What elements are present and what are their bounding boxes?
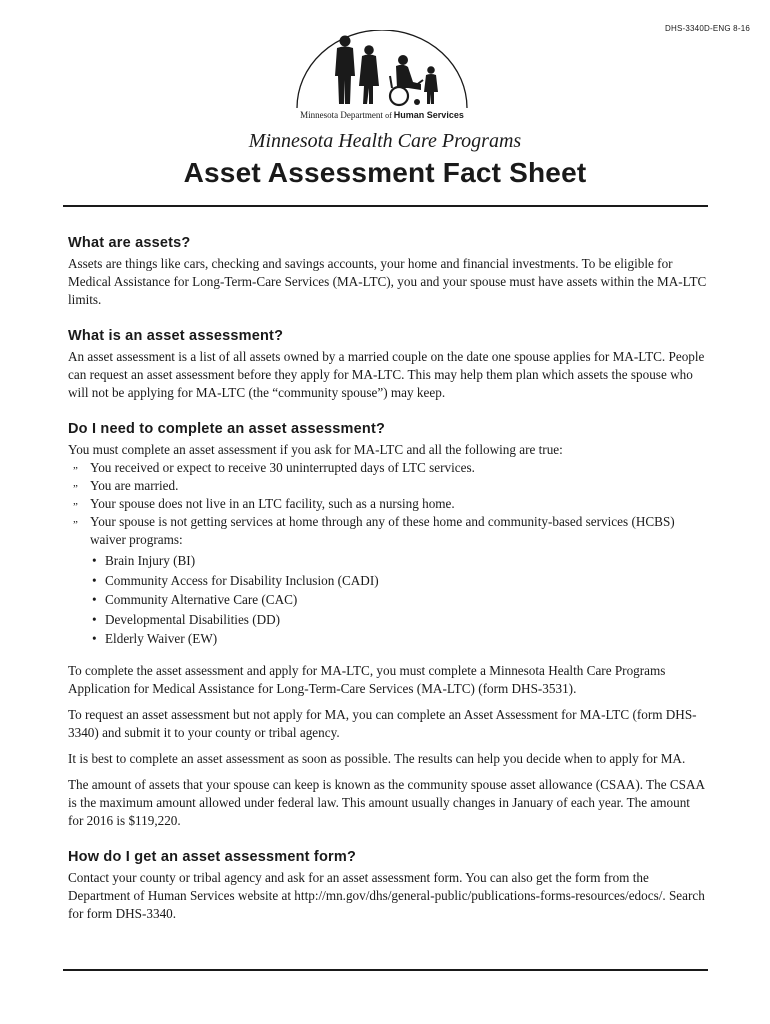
section-heading: Do I need to complete an asset assessment? (68, 421, 386, 437)
section-need-assessment (68, 421, 708, 830)
condition-marker: „ (73, 513, 78, 525)
paragraph-best-time: It is best to complete an asset assessment as soon as possible. The results can help you decide when to apply for MA. (68, 750, 686, 766)
form-number: DHS-3340D-ENG 8-16 (665, 24, 750, 33)
list-item-text: You are married. (90, 478, 179, 493)
conditions-list (68, 459, 708, 549)
paragraph-apply: To complete the asset assessment and apply for MA-LTC, you must complete a Minnesota Health Care Programs Application for Medical Assistance for Long-Term-Care Services (MA-LTC) (form DHS-3531). (68, 662, 666, 696)
bottom-divider (63, 969, 708, 971)
list-item: • Developmental Disabilities (DD) (90, 610, 708, 630)
section-assets (68, 235, 708, 309)
list-item (68, 477, 708, 495)
section-body: Assets are things like cars, checking and savings accounts, your home and financial investments. To be eligible for Medical Assistance for Long-Term-Care Services (MA-LTC), you and your spouse must have assets within the MA-LTC limits. (68, 256, 707, 307)
list-item (68, 513, 708, 549)
list-item: • Community Access for Disability Inclusion (CADI) (90, 571, 708, 591)
program-subtitle: Minnesota Health Care Programs (248, 130, 522, 152)
list-item-text: Your spouse does not live in an LTC facility, such as a nursing home. (90, 496, 455, 511)
list-item-text: You received or expect to receive 30 uninterrupted days of LTC services. (90, 460, 475, 475)
section-intro: You must complete an asset assessment if you ask for MA-LTC and all the following are true: (68, 442, 563, 457)
list-item: • Elderly Waiver (EW) (90, 629, 708, 649)
list-item (68, 495, 708, 513)
list-item (68, 459, 708, 477)
dhs-logo (287, 30, 477, 125)
paragraph-request: To request an asset assessment but not apply for MA, you can complete an Asset Assessment for MA-LTC (form DHS-3340) and submit it to your county or tribal agency. (68, 706, 697, 740)
section-heading: How do I get an asset assessment form? (68, 848, 357, 865)
top-divider (63, 205, 708, 207)
section-body: Contact your county or tribal agency and ask for an asset assessment form. You can also get the form from the Department of Human Services website at http://mn.gov/dhs/general-public/publications-forms-resources/edocs/. Search for form DHS-3340. (68, 869, 705, 921)
section-get-form (68, 849, 708, 923)
condition-marker: „ (73, 495, 78, 507)
section-body: An asset assessment is a list of all assets owned by a married couple on the date one spouse applies for MA-LTC. People can request an asset assessment before they apply for MA-LTC. This may help them plan which assets the spouse who will not be applying for MA-LTC (the “community spouse”) may keep. (68, 349, 705, 400)
fact-sheet-body (68, 235, 708, 923)
page-title: Asset Assessment Fact Sheet (183, 157, 587, 188)
list-item: • Brain Injury (BI) (90, 551, 708, 571)
logo-org-of: of (385, 111, 394, 120)
section-heading: What is an asset assessment? (68, 328, 284, 344)
section-asset-assessment (68, 328, 708, 402)
people-family-wheelchair-icon (287, 30, 477, 110)
waiver-programs-list (68, 551, 708, 649)
logo-wordmark (287, 110, 477, 120)
section-heading: What are assets? (68, 235, 191, 251)
list-item-text: Your spouse is not getting services at home through any of these home and community-based services (HCBS) waiver programs: (90, 514, 675, 547)
condition-marker: „ (73, 459, 78, 471)
paragraph-csaa: The amount of assets that your spouse can keep is known as the community spouse asset allowance (CSAA). The CSAA is the maximum amount allowed under federal law. This amount usually changes in January of each year. The amount for 2016 is $119,220. (68, 776, 705, 828)
logo-org-prefix: Minnesota Department (300, 110, 386, 120)
logo-org-name: Human Services (393, 110, 464, 120)
condition-marker: „ (73, 477, 78, 489)
list-item: • Community Alternative Care (CAC) (90, 590, 708, 610)
